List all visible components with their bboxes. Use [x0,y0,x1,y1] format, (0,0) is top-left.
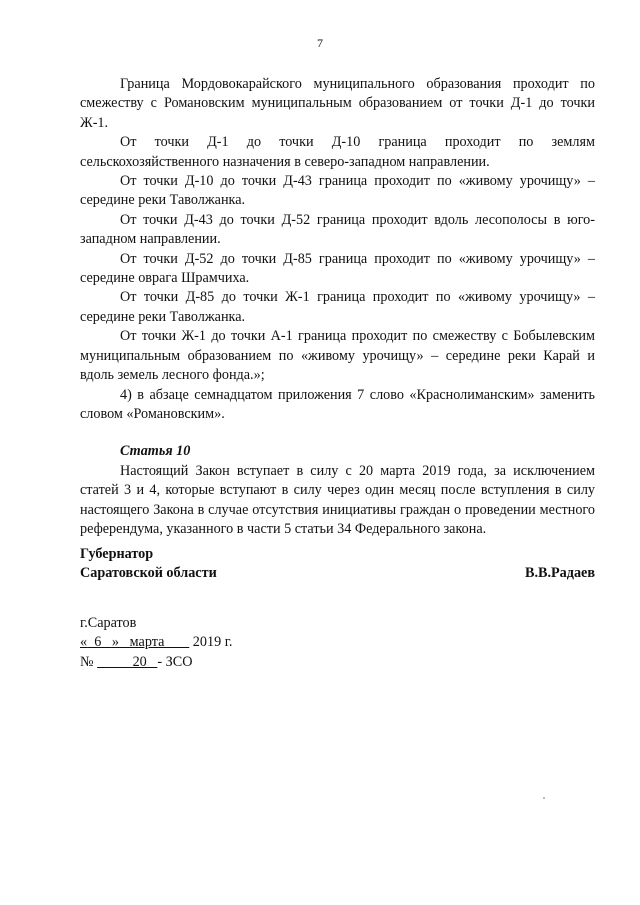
number-line [80,653,380,672]
date-open-quote: « [80,634,88,651]
city: г.Саратов [80,615,137,631]
signer-title-line1: Губернатор [80,546,154,562]
signer-row [80,564,595,583]
paragraph: От точки Д-1 до точки Д-10 граница проходит по землям сельскохозяйственного назначения в северо-западном направлении. [80,134,595,170]
paragraph: От точки Д-43 до точки Д-52 граница проходит вдоль лесополосы в юго-западном направлении. [80,211,595,248]
article-text: Настоящий Закон вступает в силу с 20 марта 2019 года, за исключением статей 3 и 4, которые вступают в силу через один месяц после вступления в силу настоящего Закона в случае отсутствия инициативы граждан о проведении местного референдума, указанного в части 5 статьи 34 Федерального закона. [80,462,595,537]
paragraph: 4) в абзаце семнадцатом приложения 7 слово «Краснолиманским» заменить словом «Романовским». [80,386,595,422]
document-meta [80,614,380,672]
date-year: 2019 г. [189,634,233,651]
paragraph: От точки Д-10 до точки Д-43 граница проходит по «живому урочищу» – середине реки Таволжанка. [80,173,595,209]
paragraph: От точки Д-85 до точки Ж-1 граница проходит по «живому урочищу» – середине реки Таволжанка. [80,289,595,325]
signature-block [80,545,595,584]
number-value: 20 [97,653,158,670]
article-heading: Статья 10 [120,443,191,460]
signer-name: В.В.Радаев [524,565,595,582]
number-prefix: № [80,653,94,670]
paragraph: Граница Мордовокарайского муниципального образования проходит по смежеству с Романовским муниципальным образованием от точки Д-1 до точки Ж-1. [80,76,595,131]
scan-speck [543,797,545,799]
date-day: 6 [87,634,112,651]
paragraph: От точки Ж-1 до точки А-1 граница проходит по смежеству с Бобылевским муниципальным образованием по «живому урочищу» – середине реки Карай и вдоль земель лесного фонда.»; [80,328,595,384]
date-month: марта [119,634,190,651]
signer-title-line2: Саратовской области [80,565,217,582]
document-body [80,75,595,539]
date-line [80,633,380,652]
page-number: 7 [317,36,323,50]
paragraph: От точки Д-52 до точки Д-85 граница проходит по «живому урочищу» – середине оврага Шрамчиха. [80,250,595,287]
date-close-quote: » [111,634,120,651]
number-suffix: - ЗСО [157,653,193,670]
